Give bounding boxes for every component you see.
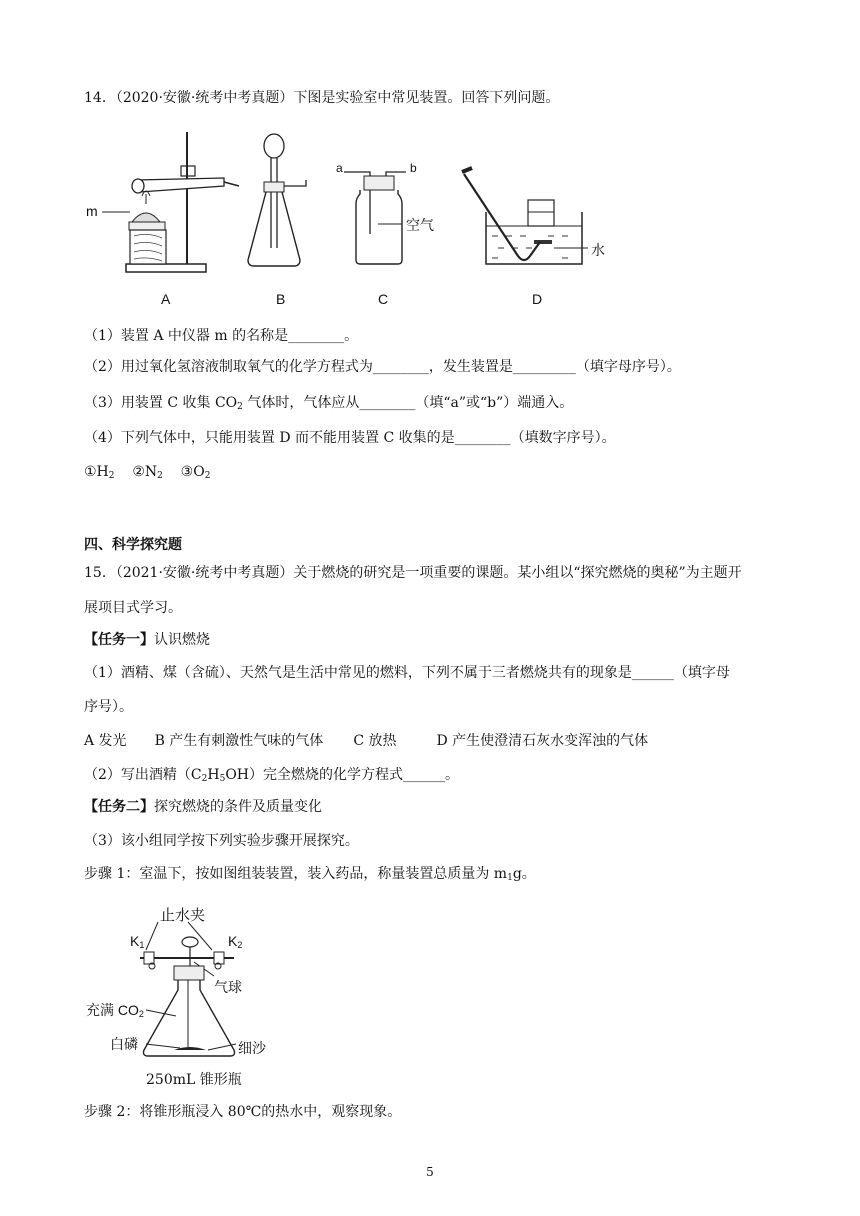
fig-label-c: C [378,291,389,307]
q14-sub2: （2）用过氧化氢溶液制取氧气的化学方程式为________，发生装置是_________（填字母序号）。 [84,359,681,375]
q15-title-line2: 展项目式学习。 [84,600,182,616]
label-air: 空气 [406,217,434,233]
q14-sub1: （1）装置 A 中仪器 m 的名称是________。 [84,328,359,344]
fig-label-d: D [532,291,543,307]
task2-heading: 【任务二】探究燃烧的条件及质量变化 [84,799,322,815]
label-b: b [410,161,417,175]
apparatus-b-figure [244,132,324,272]
option-3: $③O_2$ [180,464,211,481]
q14-sub3: （3）用装置 C 收集 $CO_2$ 气体时，气体应从________（填“a”或“b”）端通入。 [84,395,574,412]
q14-sub4: （4）下列气体中，只能用装置 D 而不能用装置 C 收集的是________（填数字序号）。 [84,430,616,446]
q15-sub1-line1: （1）酒精、煤（含硫）、天然气是生活中常见的燃料，下列不属于三者燃烧共有的现象是______（填字母 [84,665,730,681]
section-heading: 四、科学探究题 [84,537,182,553]
q14-title: 14．（2020·安徽·统考中考真题）下图是实验室中常见装置。回答下列问题。 [84,90,560,106]
option-1: $①H_2$ [84,464,115,481]
page-number: 5 [426,1165,434,1179]
k1-label: $K_1$ [130,933,145,950]
co2-label: 充满 $CO_2$ [86,1002,144,1019]
choice-c: C 放热 [353,733,397,749]
sand-label: 细沙 [238,1040,266,1056]
flask-apparatus-figure [84,898,304,1088]
choice-d: D 产生使澄清石灰水变浑浊的气体 [436,733,649,749]
phosphorus-label: 白磷 [110,1036,138,1052]
task1-heading: 【任务一】认识燃烧 [84,632,210,648]
option-2: $②N_2$ [132,464,163,481]
apparatus-d-figure [458,164,608,274]
label-m: m [86,203,98,219]
choice-b: B 产生有刺激性气味的气体 [154,733,324,749]
label-a: a [336,161,343,175]
q14-options [84,462,210,486]
step1: 步骤 1：室温下，按如图组装装置，装入药品，称量装置总质量为 $m_1g$。 [84,866,536,883]
balloon-label: 气球 [214,979,242,995]
fig-label-b: B [276,291,286,307]
q15-choices [84,731,648,751]
q15-sub2: （2）写出酒精$(C_2H_5OH)$完全燃烧的化学方程式______。 [84,767,459,784]
q15-sub1-line2: 序号）。 [84,699,133,715]
apparatus-a-figure [84,128,244,278]
fig-label-a: A [161,291,171,307]
q15-sub3: （3）该小组同学按下列实验步骤开展探究。 [84,833,359,849]
step2: 步骤 2：将锥形瓶浸入 80℃的热水中，观察现象。 [84,1104,402,1120]
clamp-label: 止水夹 [160,907,206,924]
choice-a: A 发光 [84,733,127,749]
k2-label: $K_2$ [228,933,243,950]
apparatus-c-figure [334,160,454,272]
label-water: 水 [591,242,605,258]
q15-title-line1: 15．（2021·安徽·统考中考真题）关于燃烧的研究是一项重要的课题。某小组以“探究燃烧的奥秘”为主题开 [84,565,742,581]
flask-label: 250mL 锥形瓶 [146,1072,242,1088]
